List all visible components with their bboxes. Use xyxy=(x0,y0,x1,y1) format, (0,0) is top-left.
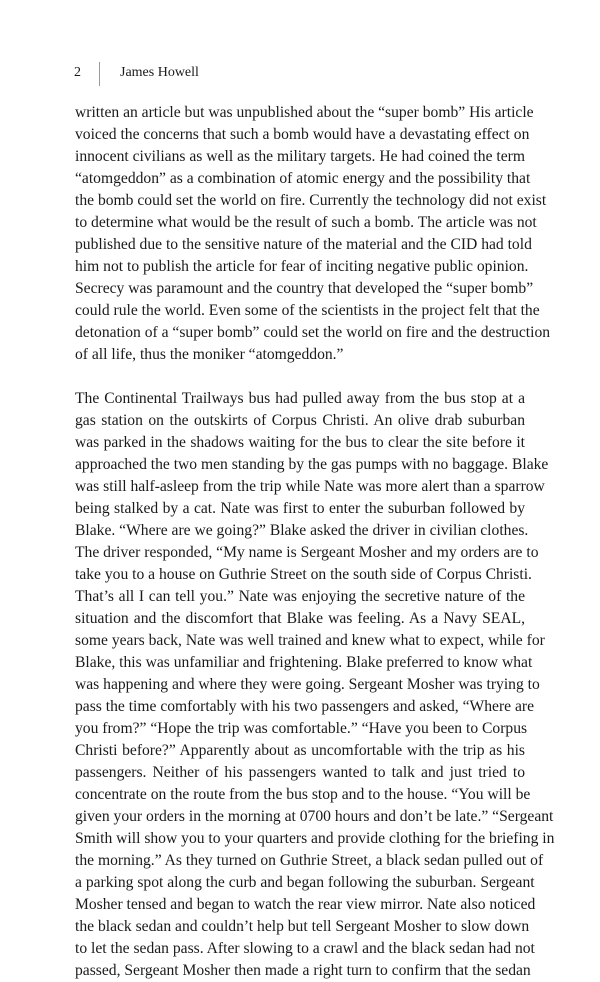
text-line: That’s all I can tell you.” Nate was enjoying the secretive nature of the xyxy=(75,588,525,605)
text-line: innocent civilians as well as the military targets. He had coined the term xyxy=(75,148,525,165)
text-line: passed, Sergeant Mosher then made a right turn to confirm that the sedan xyxy=(75,962,531,979)
text-line: Secrecy was paramount and the country that developed the “super bomb” xyxy=(75,280,534,297)
text-line: the morning.” As they turned on Guthrie Street, a black sedan pulled out of xyxy=(75,852,544,869)
text-line: gas station on the outskirts of Corpus Christi. An olive drab suburban xyxy=(75,412,525,429)
text-line: concentrate on the route from the bus stop and to the house. “You will be xyxy=(75,786,531,803)
paragraph xyxy=(75,388,555,982)
header-divider xyxy=(99,62,100,86)
text-line: to let the sedan pass. After slowing to a crawl and the black sedan had not xyxy=(75,940,535,957)
text-line: detonation of a “super bomb” could set the world on fire and the destruction xyxy=(75,324,551,341)
text-line: being stalked by a cat. Nate was first to enter the suburban followed by xyxy=(75,500,525,517)
text-line: him not to publish the article for fear of inciting negative public opinion. xyxy=(75,258,529,275)
text-line: Blake, this was unfamiliar and frightening. Blake preferred to know what xyxy=(75,654,533,671)
text-line: the bomb could set the world on fire. Currently the technology did not exist xyxy=(75,192,547,209)
text-line: you from?” “Hope the trip was comfortable.” “Have you been to Corpus xyxy=(75,720,528,737)
text-line: published due to the sensitive nature of the material and the CID had told xyxy=(75,236,532,253)
running-head-author: James Howell xyxy=(120,65,199,80)
text-line: passengers. Neither of his passengers wanted to talk and just tried to xyxy=(75,764,525,781)
text-line: pass the time comfortably with his two passengers and asked, “Where are xyxy=(75,698,535,715)
text-line: Smith will show you to your quarters and provide clothing for the briefing in xyxy=(75,830,555,847)
text-line: situation and the discomfort that Blake was feeling. As a Navy SEAL, xyxy=(75,610,525,627)
text-line: the black sedan and couldn’t help but tell Sergeant Mosher to slow down xyxy=(75,918,530,935)
text-line: “atomgeddon” as a combination of atomic energy and the possibility that xyxy=(75,170,531,187)
text-line: Blake. “Where are we going?” Blake asked the driver in civilian clothes. xyxy=(75,522,529,539)
text-line: given your orders in the morning at 0700 hours and don’t be late.” “Sergeant xyxy=(75,808,554,825)
text-line: a parking spot along the curb and began following the suburban. Sergeant xyxy=(75,874,535,891)
text-line: was still half-asleep from the trip while Nate was more alert than a sparrow xyxy=(75,478,545,495)
text-line: take you to a house on Guthrie Street on the south side of Corpus Christi. xyxy=(75,566,532,583)
paragraph xyxy=(75,102,551,366)
text-line: some years back, Nate was well trained and knew what to expect, while for xyxy=(75,632,545,649)
text-line: was happening and where they were going. Sergeant Mosher was trying to xyxy=(75,676,540,693)
text-line: Mosher tensed and began to watch the rear view mirror. Nate also noticed xyxy=(75,896,536,913)
text-line: The driver responded, “My name is Sergeant Mosher and my orders are to xyxy=(75,544,539,561)
text-line: of all life, thus the moniker “atomgeddon.” xyxy=(75,346,344,363)
page-number: 2 xyxy=(74,65,81,80)
text-line: Christi before?” Apparently about as uncomfortable with the trip as his xyxy=(75,742,525,759)
text-line: written an article but was unpublished about the “super bomb” His article xyxy=(75,104,534,121)
text-line: The Continental Trailways bus had pulled away from the bus stop at a xyxy=(75,390,525,407)
text-line: could rule the world. Even some of the scientists in the project felt that the xyxy=(75,302,540,319)
text-line: approached the two men standing by the gas pumps with no baggage. Blake xyxy=(75,456,549,473)
text-line: voiced the concerns that such a bomb would have a devastating effect on xyxy=(75,126,530,143)
page-header xyxy=(74,60,534,88)
body-text xyxy=(75,102,555,982)
text-line: was parked in the shadows waiting for the bus to clear the site before it xyxy=(75,434,525,451)
text-line: to determine what would be the result of such a bomb. The article was not xyxy=(75,214,537,231)
